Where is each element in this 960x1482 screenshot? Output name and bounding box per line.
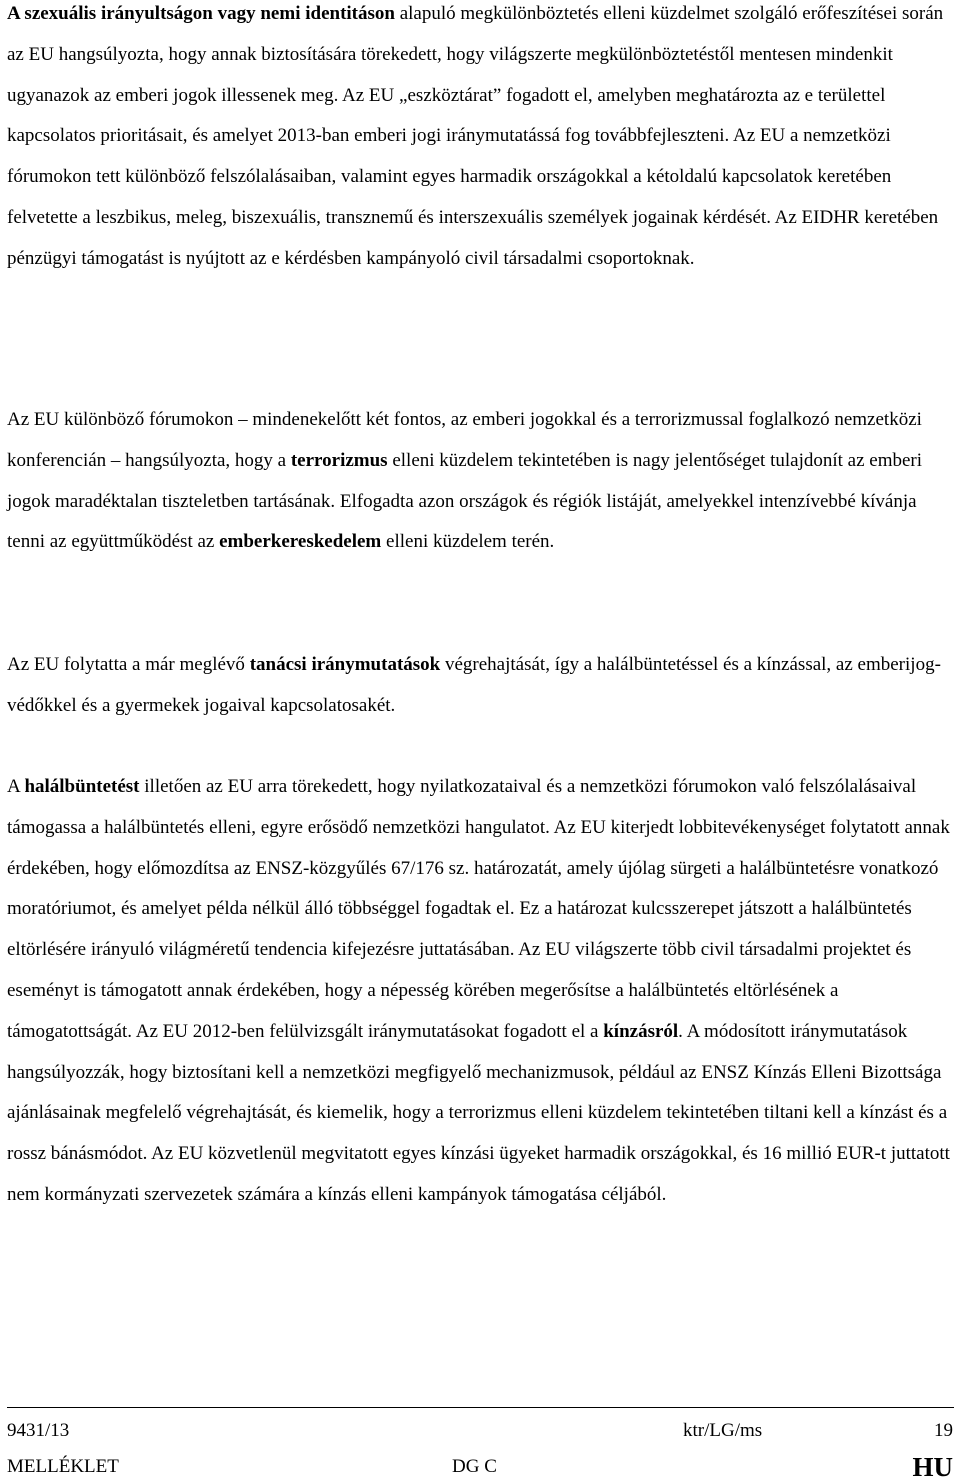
bold-term: tanácsi iránymutatások bbox=[249, 654, 441, 675]
bold-term: emberkereskedelem bbox=[219, 531, 382, 553]
bold-term: terrorizmus bbox=[290, 449, 388, 471]
bold-term: A szexuális irányultságon vagy nemi identitáson bbox=[7, 3, 395, 24]
footer-initials: ktr/LG/ms bbox=[683, 1420, 763, 1441]
bold-term: halálbüntetést bbox=[24, 776, 140, 797]
footer-dg: DG C bbox=[452, 1456, 497, 1477]
footer-page-number: 19 bbox=[934, 1420, 953, 1441]
paragraph-terrorism bbox=[7, 400, 955, 563]
paragraph-text: A bbox=[7, 776, 25, 797]
footer-language: HU bbox=[912, 1452, 953, 1482]
paragraph-text: elleni küzdelem tekintetében is nagy jelentőséget tulajdonít az emberi jogok maradéktalan tiszteletben tartásának. Elfogadta azon országok és régiók listáját, amelyekkel intenzívebbé kívánja tenni az együttműködést az bbox=[7, 449, 923, 553]
paragraph-text: illetően az EU arra törekedett, hogy nyilatkozataival és a nemzetközi fórumokon való felszólalásaival támogassa a halálbüntetés elleni, egyre erősödő nemzetközi hangulatot. Az EU kiterjedt lobbitevékenységet folytatott annak érdekében, hogy előmozdítsa az ENSZ-közgyűlés 67/176 sz. határozatát, amely újólag sürgeti a halálbüntetésre vonatkozó moratóriumot, és amelyet példa nélkül álló többséggel fogadtak el. Ez a határozat kulcsszerepet játszott a halálbüntetés eltörlésére irányuló világméretű tendencia kifejezésre juttatásában. Az EU világszerte több civil társadalmi projektet és eseményt is támogatott annak érdekében, hogy a népesség körében megerősítse a halálbüntetés eltörlésének a támogatottságát. Az EU 2012-ben felülvizsgált iránymutatásokat fogadott el a bbox=[7, 776, 950, 1042]
paragraph-text: . A módosított iránymutatások hangsúlyozzák, hogy biztosítani kell a nemzetközi megfigyelő mechanizmusok, például az ENSZ Kínzás Elleni Bizottsága ajánlásainak megfelelő végrehajtását, és kiemelik, hogy a terrorizmus elleni küzdelem tekintetében tiltani kell a kínzást és a rossz bánásmódot. Az EU közvetlenül megvitatott egyes kínzási ügyeket harmadik országokkal, és 16 millió EUR-t juttatott nem kormányzati szervezetek számára a kínzás elleni kampányok támogatása céljából. bbox=[7, 1020, 950, 1205]
paragraph-text: Az EU folytatta a már meglévő bbox=[7, 654, 250, 675]
footer-annex: MELLÉKLET bbox=[7, 1456, 119, 1477]
footer-divider bbox=[7, 1407, 954, 1408]
footer-doc-number: 9431/13 bbox=[7, 1420, 70, 1441]
paragraph-council-guidelines bbox=[7, 645, 955, 727]
paragraph-text: Az EU különböző fórumokon – mindenekelőtt két fontos, az emberi jogokkal és a terrorizmussal foglalkozó nemzetközi konferencián – hangsúlyozta, hogy a bbox=[7, 409, 922, 471]
paragraph-sexual-orientation bbox=[7, 0, 955, 280]
paragraph-text: elleni küzdelem terén. bbox=[381, 531, 555, 553]
paragraph-text: végrehajtását, így a halálbüntetéssel és a kínzással, az emberijog-védőkkel és a gyermekek jogaival kapcsolatosakét. bbox=[7, 654, 941, 716]
paragraph-text: alapuló megkülönböztetés elleni küzdelmet szolgáló erőfeszítései során az EU hangsúlyozta, hogy annak biztosítására törekedett, hogy világszerte megkülönböztetéstől mentesen mindenkit ugyanazok az emberi jogok illessenek meg. Az EU „eszköztárat” fogadott el, amelyben meghatározta az e területtel kapcsolatos prioritásait, és amelyet 2013-ban emberi jogi iránymutatássá fog továbbfejleszteni. Az EU a nemzetközi fórumokon tett különböző felszólalásaiban, valamint egyes harmadik országokkal a kétoldalú kapcsolatok keretében felvetette a leszbikus, meleg, biszexuális, transznemű és interszexuális személyek jogainak kérdését. Az EIDHR keretében pénzügyi támogatást is nyújtott az e kérdésben kampányoló civil társadalmi csoportoknak. bbox=[7, 3, 944, 269]
paragraph-death-penalty bbox=[7, 767, 955, 1216]
bold-term: kínzásról bbox=[603, 1020, 679, 1042]
